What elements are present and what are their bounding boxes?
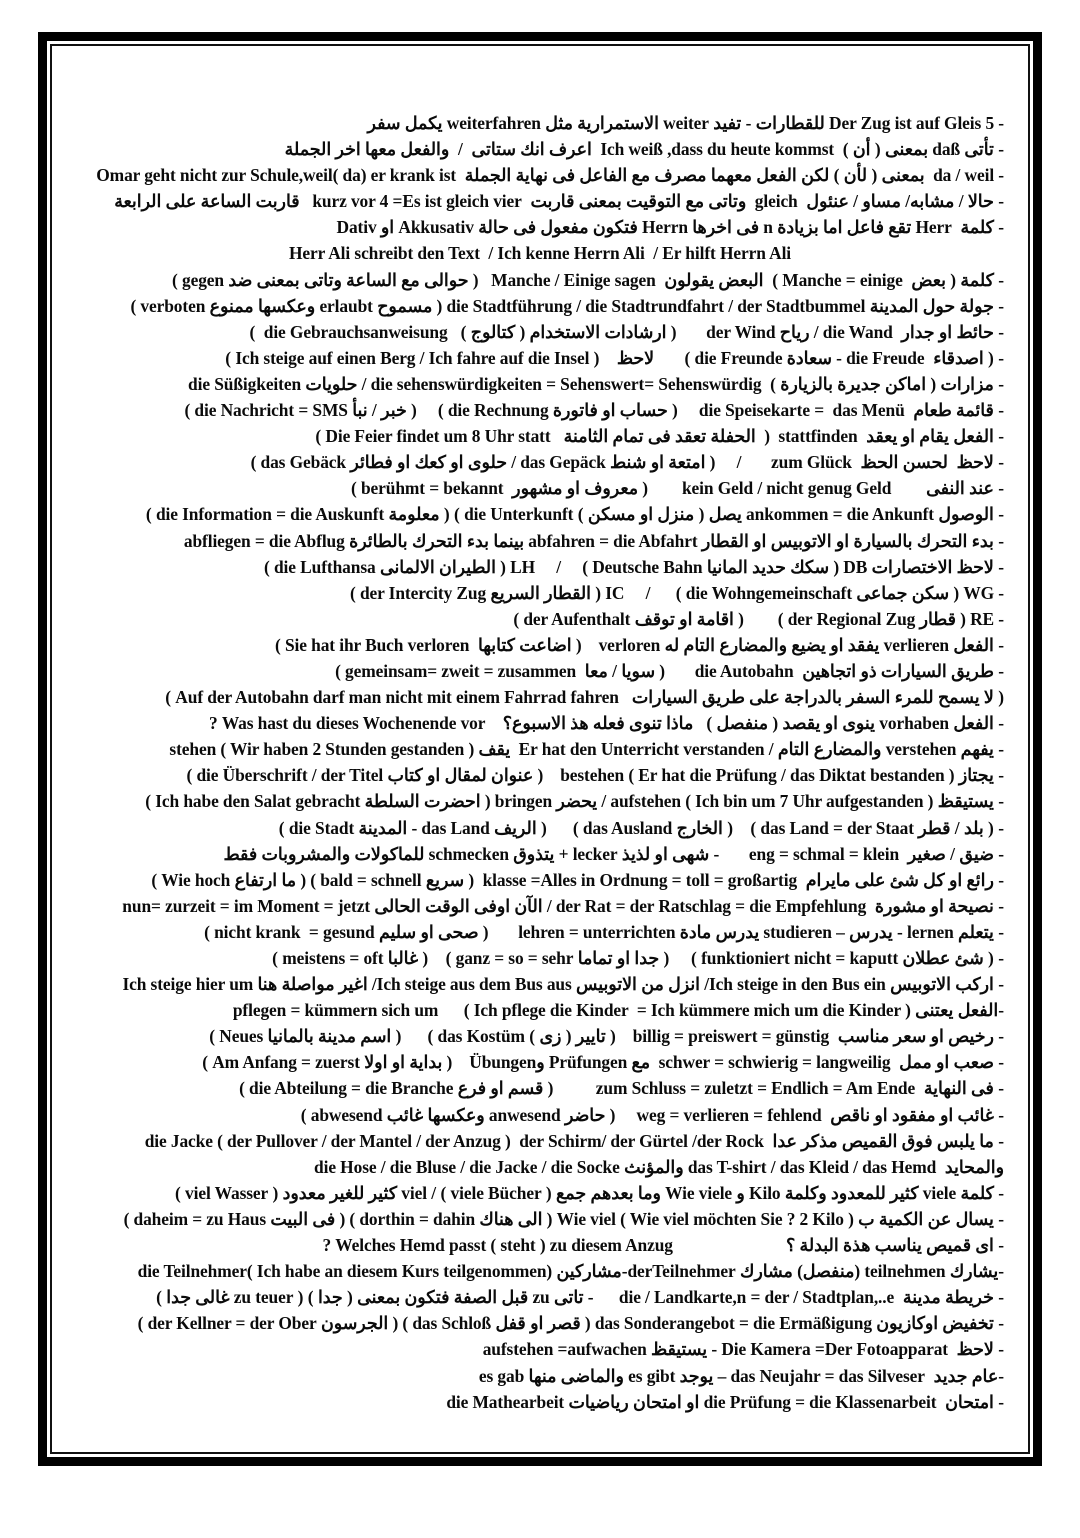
sheet-line: - نصيحة او مشورة der Rat = der Ratschlag = die Empfehlung / الآن اوفى الوقت الحالى nun= zurzeit = im Moment = jetzt xyxy=(122,895,1004,916)
sheet-line: - يسال عن الكمية ب Wie viel ( Wie viel möchten Sie ? 2 Kilo ) ( الى هناك dorthin = dahin ) ( فى البيت daheim = zu Haus ) xyxy=(123,1208,1004,1229)
sheet-line: - عند النفى kein Geld / nicht genug Geld ( معروف او مشهور berühmt = bekannt ) xyxy=(351,478,1004,499)
sheet-line: والمحايد das T-shirt / das Kleid / das Hemd والمؤنث die Hose / die Bluse / die Jacke / die Socke xyxy=(314,1156,1004,1177)
sheet-line: - ( اصدقاء die Freude - سعادة die Freunde ) لاحظ ( Ich steige auf einen Berg / Ich fahre auf die Insel ) xyxy=(225,347,1004,368)
sheet-line: - ( بلد / قطر das Land = der Staat ) ( الخارج das Ausland ) ( الريف das Land - المدينة die Stadt ) xyxy=(278,817,1004,838)
sheet-line: -يشارك teilnehmen (منفصل) مشارك derTeilnehmer-مشاركين die Teilnehmer( Ich habe an diesem Kurs teilgenommen) xyxy=(137,1261,1004,1282)
sheet-line: - كلمة viele كثير للمعدود وكلمة Kilo و Wie viele وما بعدهم جمع ( viele Bücher ) / viel كثير للغير معدود ( viel Wasser ) xyxy=(175,1182,1004,1203)
sheet-line: - امتحان die Prüfung = die Klassenarbeit او امتحان رياضيات die Mathearbeit xyxy=(446,1391,1004,1412)
sheet-line: - يفهم verstehen والمضارع التام / Er hat den Unterricht verstanden يقف stehen ( Wir haben 2 Stunden gestanden ) xyxy=(169,739,1004,760)
sheet-line: - Der Zug ist auf Gleis 5 للقطارات - تفيد weiter الاستمرارية مثل weiterfahren يكمل سفر xyxy=(367,113,1004,133)
vocabulary-sheet-body xyxy=(62,54,1018,1444)
sheet-line: - اركب الاتوبيس Ich steige in den Bus ein/ انزل من الاتوبيس Ich steige aus dem Bus aus/ اغير مواصلة هنا Ich steige hier um xyxy=(122,974,1004,995)
sheet-line: Herr Ali schreibt den Text / Ich kenne Herrn Ali / Er hilft Herrn Ali xyxy=(288,243,792,264)
sheet-line: - تخفيض اوكازيون das Sonderangebot = die Ermäßigung ( قصر او قفل das Schloß ) ( الجرسون der Kellner = der Ober ) xyxy=(137,1313,1004,1334)
sheet-line: - كلمة ( بعض Manche = einige ) البعض يقولون Manche / Einige sagen ( حوالى مع الساعة وتاتى بمعنى ضد gegen ) xyxy=(172,269,1004,290)
sheet-line: - ( شئ عطلان funktioniert nicht = kaputt ) ( جدا او تماما ganz = so = sehr ) ( غالبا meistens = oft ) xyxy=(272,948,1004,968)
sheet-line: - كلمة Herr تقع فاعل اما بزيادة n فى اخرها Herrn فتكون مفعول فى حالة Akkusativ او Dativ xyxy=(336,217,1004,238)
sheet-line: - WG ( سكن جماعى die Wohngemeinschaft ) / IC ( القطار السريع der Intercity Zug ) xyxy=(349,582,1004,603)
sheet-line: - خريطة مدينة die / Landkarte,n = der / Stadtplan,..e - تاتى zu قبل الصفة فتكون بمعنى ( جدا ) ( zu teuer غالى جدا ) xyxy=(156,1287,1004,1308)
page-border-inner xyxy=(50,44,1030,1454)
sheet-line: - ما يلبس فوق القميص مذكر عدا die Jacke ( der Pullover / der Mantel / der Anzug ) der Schirm/ der Gürtel /der Rock xyxy=(144,1130,1004,1151)
sheet-line: - اى قميص يناسب هذة البدلة ؟ Welches Hemd passt ( steht ) zu diesem Anzug ? xyxy=(322,1235,1004,1256)
sheet-line: - يجتاز bestehen ( Er hat die Prüfung / das Diktat bestanden ) ( عنوان لمقال او كتاب die Überschrift / der Titel ) xyxy=(186,765,1004,786)
sheet-line: - تأتى daß بمعنى ( أن ) Ich weiß ,dass du heute kommst اعرف انك ستاتى / والفعل معها اخر الجملة xyxy=(284,139,1004,160)
sheet-line: - مزارات ( اماكن جديرة بالزيارة ) die sehenswürdigkeiten = Sehenswert= Sehenswürdig / حلويات die Süßigkeiten xyxy=(188,373,1004,394)
sheet-line: ( لا يسمح للمرء السفر بالدراجة على طريق السيارات Auf der Autobahn darf man nicht mit einem Fahrrad fahren ) xyxy=(165,687,1004,708)
sheet-line: - قائمة طعام die Speisekarte = das Menü ( حساب او فاتورة die Rechnung ) ( خبر / نبأ die Nachricht = SMS ) xyxy=(184,400,1004,421)
sheet-line: -الفعل يعتنى pflegen = kümmern sich um ( Ich pflege die Kinder = Ich kümmere mich um die Kinder ) xyxy=(232,1000,1004,1021)
sheet-line: - يتعلم lernen - يدرس – studieren يدرس مادة lehren = unterrichten ( صحى او سليم nicht krank = gesund ) xyxy=(204,921,1004,942)
sheet-line: - الفعل verlieren يفقد او يضيع والمضارع التام له verloren ( اضاعت كتابها Sie hat ihr Buch verloren ) xyxy=(275,634,1004,655)
sheet-line: - بدء التحرك بالسيارة او الاتوبيس او القطار abfahren = die Abfahrt بينما بدء التحرك بالطائرة abfliegen = die Abflug xyxy=(183,530,1004,551)
sheet-line: - فى النهاية zum Schluss = zuletzt = Endlich = Am Ende ( قسم او فرع die Abteilung = die Branche ) xyxy=(239,1078,1004,1099)
sheet-line: - حائط او جدار die Wand / رياح der Wind ( ارشادات الاستخدام ( كتالوج ) die Gebrauchsanweisung ) xyxy=(249,321,1004,342)
sheet-line: - يستيقظ aufstehen ( Ich bin um 7 Uhr aufgestanden ) / يحضر bringen ( احضرت السلطة Ich habe den Salat gebracht ) xyxy=(145,791,1004,812)
page-border-outer xyxy=(38,32,1042,1466)
sheet-line: - الفعل vorhaben ينوى او يقصد ( منفصل ) ماذا تنوى فعله هذ الاسبوع؟ Was hast du dieses Wochenende vor ? xyxy=(208,713,1004,734)
sheet-line: - رائع او كل شئ على مايرام klasse =Alles in Ordnung = toll = großartig ( سريع bald = schnell ) ( ما ارتفاع Wie hoch ) xyxy=(151,869,1004,890)
sheet-line: - da / weil بمعنى ( لأن ) لكن الفعل معهما مصرف مع الفاعل فى نهاية الجملة Omar geht nicht zur Schule,weil( da) er krank ist xyxy=(96,165,1004,186)
sheet-line: - رخيص او سعر مناسب billig = preiswert = günstig ( تايير ( زى ) das Kostüm ) ( اسم مدينة بالمانيا Neues ) xyxy=(209,1026,1004,1047)
sheet-line: - جولة حول المدينة die Stadtführung / die Stadtrundfahrt / der Stadtbummel ( مسموح erlaubt وعكسها ممنوع verboten ) xyxy=(130,295,1004,316)
sheet-line: - لاحظ الاختصارات DB ( سكك حديد المانيا Deutsche Bahn ) / LH ( الطيران الالمانى die Lufthansa ) xyxy=(264,556,1004,577)
sheet-line: - لاحظ لحسن الحظ zum Glück / ( امتعة او شنط das Gepäck / حلوى او كعك او فطائر das Gebäck ) xyxy=(250,452,1004,473)
sheet-line: - غائب او مفقود او ناقص weg = verlieren = fehlend ( حاضر anwesend وعكسها غائب abwesend ) xyxy=(300,1104,1004,1125)
sheet-line: - الفعل يقام او يعقد stattfinden ( الحفلة تعقد فى تمام الثامنة Die Feier findet um 8 Uhr statt ) xyxy=(315,426,1004,447)
sheet-line: - حالا / مشابه/ مساو / عنئول gleich وتاتى مع التوقيت بمعنى قاربت kurz vor 4 =Es ist gleich vier قاربت الساعة على الرابعة xyxy=(114,191,1004,212)
sheet-line: -عام جديد das Neujahr = das Silveser – يوجد es gibt والماضى منها es gab xyxy=(478,1365,1004,1386)
sheet-line: - صعب او ممل schwer = schwierig = langweilig مع Prüfungen وÜbungen ( بداية او اولا Am Anfang = zuerst ) xyxy=(202,1052,1004,1073)
sheet-line: - طريق السيارات ذو اتجاهين die Autobahn ( سويا / معا gemeinsam= zweit = zusammen ) xyxy=(335,660,1004,681)
sheet-line: - الوصول ankommen = die Ankunft يصل ( منزل او مسكن ) die Unterkunft ) ( معلومة die Information = die Auskunft ) xyxy=(145,504,1004,525)
sheet-line: - ضيق / صغير eng = schmal = klein - شهى او لذيذ lecker + يتذوق schmecken للماكولات والمشروبات فقط xyxy=(223,843,1004,864)
sheet-line: - RE ( قطار der Regional Zug ) ( اقامة او توقف der Aufenthalt ) xyxy=(513,608,1004,629)
sheet-line: - لاحظ Die Kamera =Der Fotoapparat - يستيقظ aufstehen =aufwachen xyxy=(482,1339,1004,1360)
